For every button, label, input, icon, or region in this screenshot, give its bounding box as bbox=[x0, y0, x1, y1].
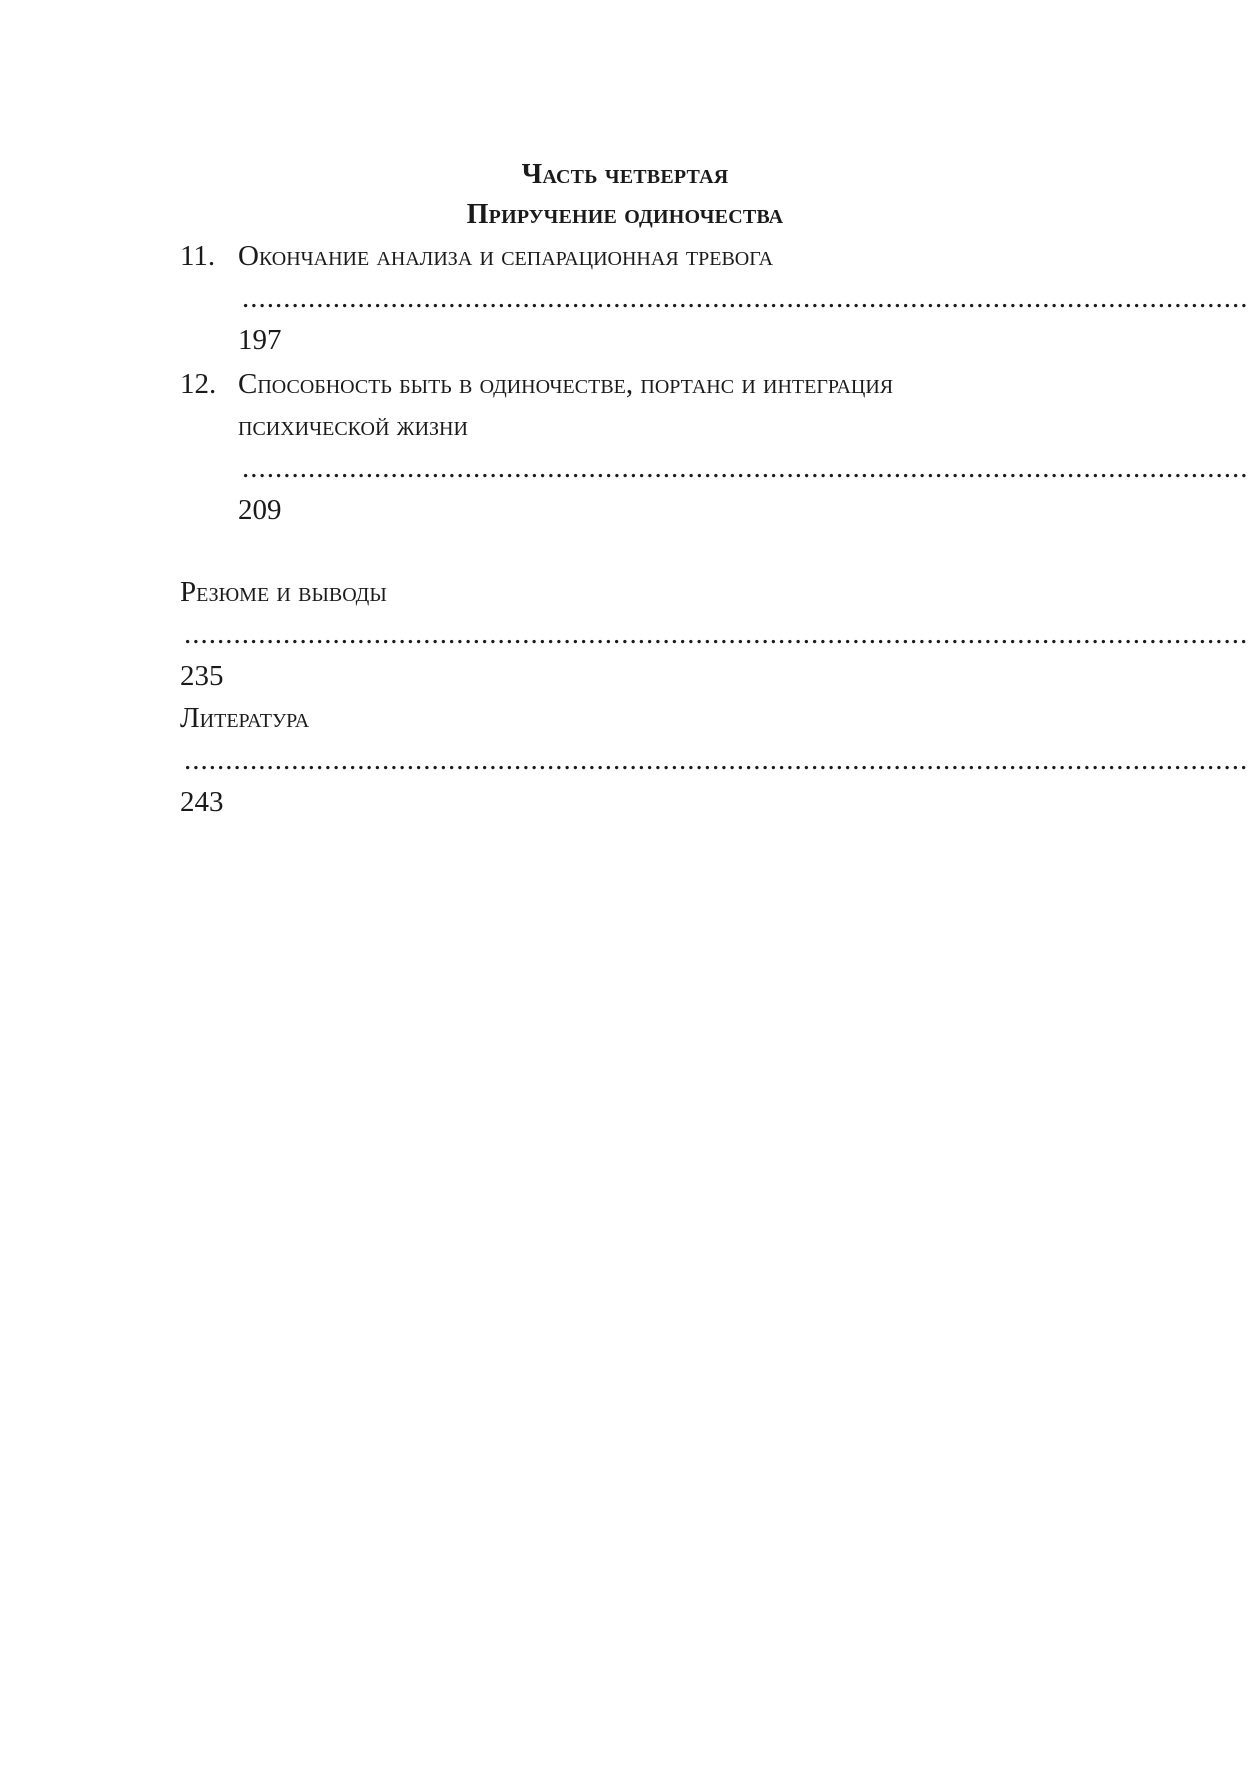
toc-entry-references[interactable] bbox=[180, 697, 1070, 823]
section-title: Резюме и выводы bbox=[180, 576, 387, 608]
toc-entry-chapter-11[interactable] bbox=[180, 235, 1070, 361]
part-label: Часть четвертая bbox=[521, 159, 729, 190]
page-number: 243 bbox=[180, 786, 224, 818]
toc-entry-summary[interactable] bbox=[180, 571, 1070, 697]
dot-leader bbox=[184, 744, 1248, 776]
table-of-contents bbox=[180, 155, 1070, 823]
dot-leader bbox=[242, 452, 1248, 484]
part-title: Приручение одиночества bbox=[466, 199, 784, 230]
chapter-number: 12. bbox=[180, 368, 217, 400]
page-number: 235 bbox=[180, 660, 224, 692]
dot-leader bbox=[184, 618, 1248, 650]
chapter-title-line-2: психической жизни bbox=[238, 410, 468, 442]
backmatter-list bbox=[180, 571, 1070, 823]
chapter-title-line-1: Способность быть в одиночестве, портанс и интеграция bbox=[238, 368, 894, 400]
section-title: Литература bbox=[180, 702, 310, 734]
chapter-number: 11. bbox=[180, 240, 216, 272]
dot-leader bbox=[242, 282, 1248, 314]
chapter-list bbox=[180, 235, 1070, 531]
page-number: 197 bbox=[238, 324, 282, 356]
chapter-title: Окончание анализа и сепарационная тревога bbox=[238, 240, 774, 272]
toc-entry-chapter-12[interactable] bbox=[180, 363, 1070, 531]
page-number: 209 bbox=[238, 494, 282, 526]
